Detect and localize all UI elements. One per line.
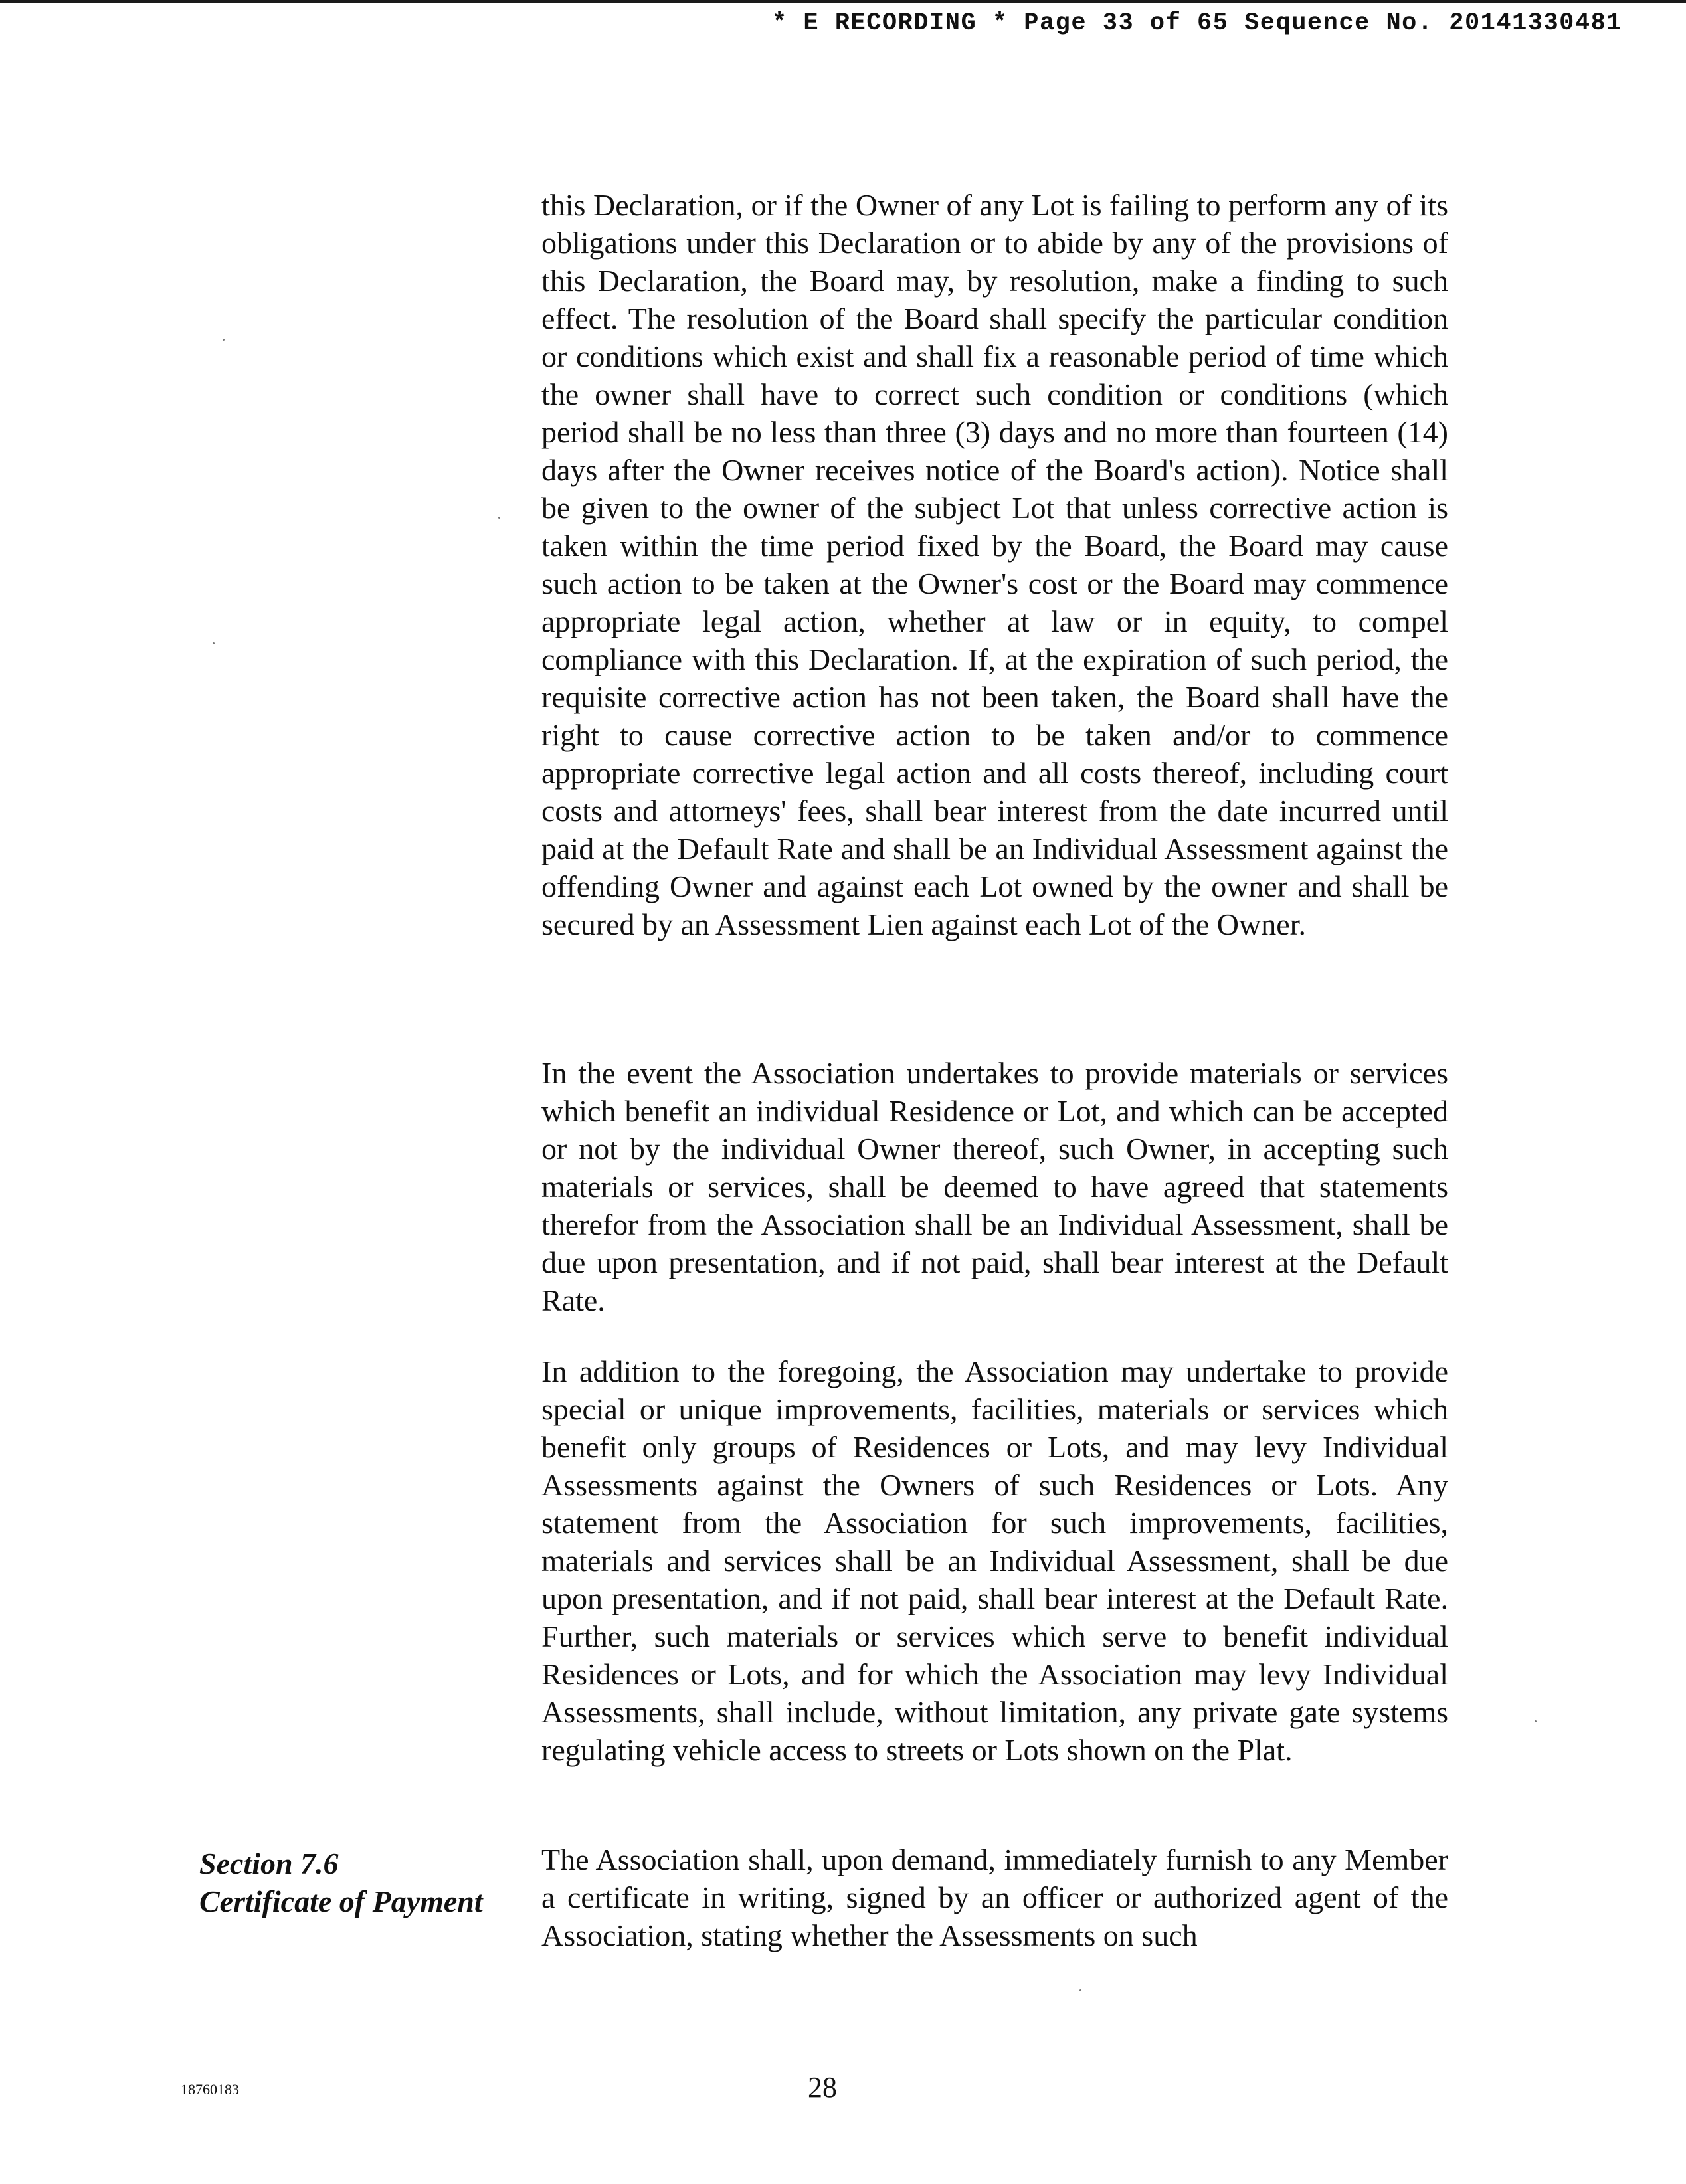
footer-document-number: 18760183 <box>181 2081 239 2098</box>
section-title: Certificate of Payment <box>199 1884 483 1918</box>
top-border-rule <box>0 0 1686 3</box>
scan-speck <box>213 642 215 644</box>
scan-speck <box>498 517 500 519</box>
body-paragraph-3: In addition to the foregoing, the Association may undertake to provide special or unique improvements, facilities, materials or services which benefit only groups of Residences or Lots, and may levy Individual Assessments against the Owners of such Residences or Lots. Any statement from the Association for such improvements, facilities, materials and services shall be an Individual Assessment, shall be due upon presentation, and if not paid, shall bear interest at the Default Rate. Further, such materials or services which serve to benefit individual Residences or Lots, and for which the Association may levy Individual Assessments, shall include, without limitation, any private gate systems regulating vehicle access to streets or Lots shown on the Plat. <box>541 1354 1448 1767</box>
scan-speck <box>223 339 225 341</box>
section-heading <box>199 1845 483 1920</box>
body-paragraph-4: The Association shall, upon demand, immediately furnish to any Member a certificate in writing, signed by an officer or authorized agent of the Association, stating whether the Assessments on such <box>541 1843 1448 1952</box>
body-paragraph-1: this Declaration, or if the Owner of any Lot is failing to perform any of its obligations under this Declaration or to abide by any of the provisions of this Declaration, the Board may, by resolution, make a finding to such effect. The resolution of the Board shall specify the particular condition or conditions which exist and shall fix a reasonable period of time which the owner shall have to correct such condition or conditions (which period shall be no less than three (3) days and no more than fourteen (14) days after the Owner receives notice of the Board's action). Notice shall be given to the owner of the subject Lot that unless corrective action is taken within the time period fixed by the Board, the Board may cause such action to be taken at the Owner's cost or the Board may commence appropriate legal action, whether at law or in equity, to compel compliance with this Declaration. If, at the expiration of such period, the requisite corrective action has not been taken, the Board shall have the right to cause corrective action to be taken and/or to commence appropriate corrective legal action and all costs thereof, including court costs and attorneys' fees, shall bear interest from the date incurred until paid at the Default Rate and shall be an Individual Assessment against the offending Owner and against each Lot owned by the owner and shall be secured by an Assessment Lien against each Lot of the Owner. <box>541 188 1448 941</box>
section-number: Section 7.6 <box>199 1847 339 1880</box>
body-paragraph-2: In the event the Association undertakes to provide materials or services which benefit an individual Residence or Lot, and which can be accepted or not by the individual Owner thereof, such Owner, in accepting such materials or services, shall be deemed to have agreed that statements therefor from the Association shall be an Individual Assessment, shall be due upon presentation, and if not paid, shall bear interest at the Default Rate. <box>541 1056 1448 1317</box>
recording-stamp: * E RECORDING * Page 33 of 65 Sequence No. 20141330481 <box>772 9 1622 37</box>
scan-speck <box>1079 1989 1081 1991</box>
footer-page-number: 28 <box>808 2071 837 2104</box>
scan-speck <box>1535 1720 1537 1722</box>
